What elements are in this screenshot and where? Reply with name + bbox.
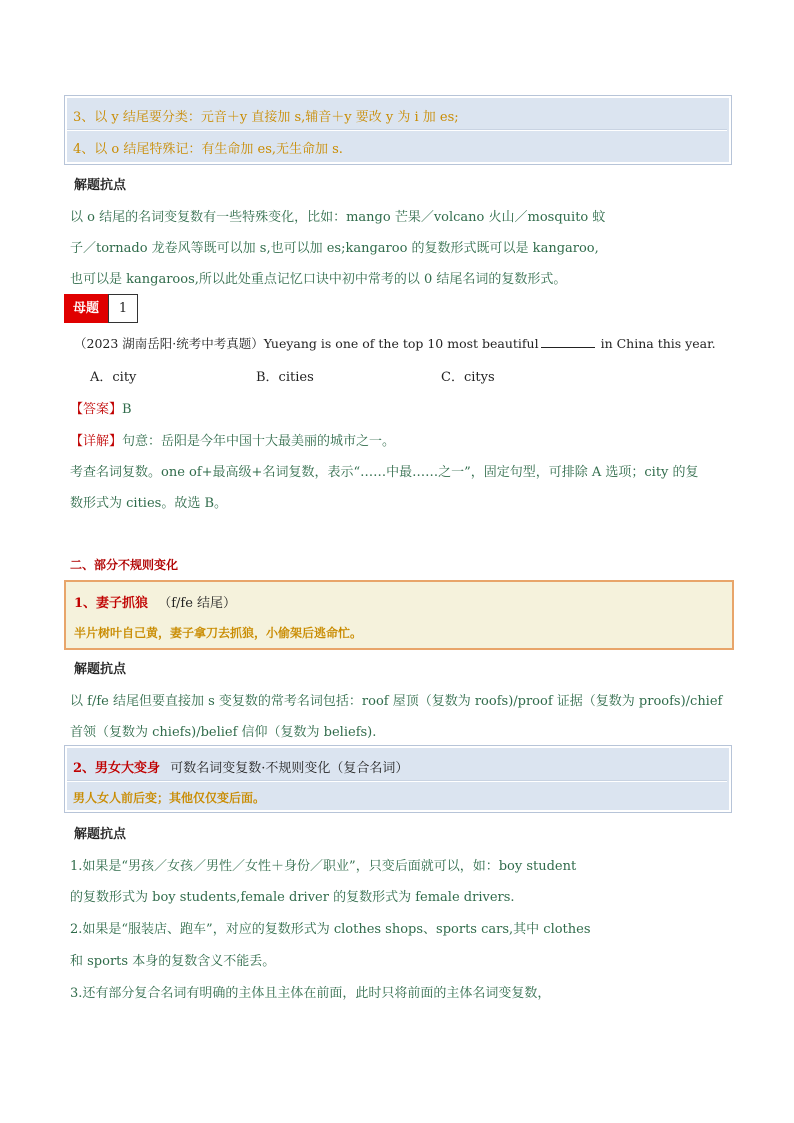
box-title-rest: 可数名词变复数·不规则变化（复合名词）	[170, 761, 409, 776]
tips-heading: 解题抗点	[74, 827, 127, 842]
tips-heading: 解题抗点	[74, 178, 127, 193]
answer-blank	[541, 346, 595, 348]
divider	[67, 129, 727, 131]
answer-label: 【答案】	[70, 402, 123, 417]
rhyme-line: 男人女人前后变；其他仅仅变后面。	[73, 791, 266, 805]
explain-line: 考查名词复数。one of+最高级+名词复数，表示“……中最……之一”，固定句型，可排除 A 选项；city 的复	[70, 465, 699, 480]
question-stem-after: in China this year.	[600, 336, 716, 351]
section-title: 二、部分不规则变化	[70, 558, 179, 572]
box-title	[74, 592, 236, 611]
tips-line: 也可以是 kangaroos,所以此处重点记忆口诀中初中常考的以 0 结尾名词的复数形式。	[70, 272, 567, 287]
explain-line: 数形式为 cities。故选 B。	[70, 496, 228, 511]
answer-value: B	[122, 402, 132, 417]
tips-line: 1.如果是“男孩／女孩／男性／女性＋身份／职业”，只变后面就可以，如：boy student	[70, 859, 577, 874]
box-title-rest: （f/fe 结尾）	[158, 596, 237, 611]
rule-box-o-y	[64, 95, 732, 165]
tips-line: 和 sports 本身的复数含义不能丢。	[70, 954, 276, 969]
question-stem-before: （2023 湖南岳阳·统考中考真题）Yueyang is one of the top 10 most beautiful	[74, 336, 539, 351]
answer-line	[70, 398, 132, 417]
tips-heading: 解题抗点	[74, 662, 127, 677]
question-number: 1	[108, 294, 138, 323]
rule-box-f-fe	[64, 580, 734, 650]
option-a: A．city	[90, 370, 137, 385]
rule-box-compound	[64, 745, 732, 813]
tips-line: 首领（复数为 chiefs)/belief 信仰（复数为 beliefs).	[70, 725, 377, 740]
rule-line-3: 3、以 y 结尾要分类：元音＋y 直接加 s,辅音＋y 要改 y 为 i 加 es;	[73, 110, 459, 125]
tips-line: 以 f/fe 结尾但要直接加 s 变复数的常考名词包括：roof 屋顶（复数为 roofs)/proof 证据（复数为 proofs)/chief	[70, 694, 723, 709]
question-label: 母题	[64, 294, 108, 323]
detail-label: 【详解】	[70, 434, 123, 449]
detail-text: 句意：岳阳是今年中国十大最美丽的城市之一。	[122, 434, 396, 449]
box-title	[73, 757, 408, 776]
tips-line: 子／tornado 龙卷风等既可以加 s,也可以加 es;kangaroo 的复数形式既可以是 kangaroo,	[70, 241, 599, 256]
tips-line: 以 o 结尾的名词变复数有一些特殊变化，比如：mango 芒果／volcano 火山／mosquito 蚊	[70, 210, 606, 225]
tips-line: 3.还有部分复合名词有明确的主体且主体在前面，此时只将前面的主体名词变复数，	[70, 986, 551, 1001]
rule-line-4: 4、以 o 结尾特殊记：有生命加 es,无生命加 s.	[73, 142, 343, 157]
divider	[67, 780, 727, 782]
box-title-bold: 1、妻子抓狼	[74, 596, 149, 611]
rhyme-line: 半片树叶自己黄，妻子拿刀去抓狼，小偷架后逃命忙。	[74, 626, 363, 640]
option-c: C．citys	[441, 370, 495, 385]
box-title-bold: 2、男女大变身	[73, 761, 161, 776]
tips-line: 2.如果是“服装店、跑车”，对应的复数形式为 clothes shops、sports cars,其中 clothes	[70, 922, 591, 937]
detail-line	[70, 430, 395, 449]
question-stem	[74, 334, 716, 352]
tips-line: 的复数形式为 boy students,female driver 的复数形式为 female drivers.	[70, 890, 515, 905]
option-b: B．cities	[256, 370, 314, 385]
